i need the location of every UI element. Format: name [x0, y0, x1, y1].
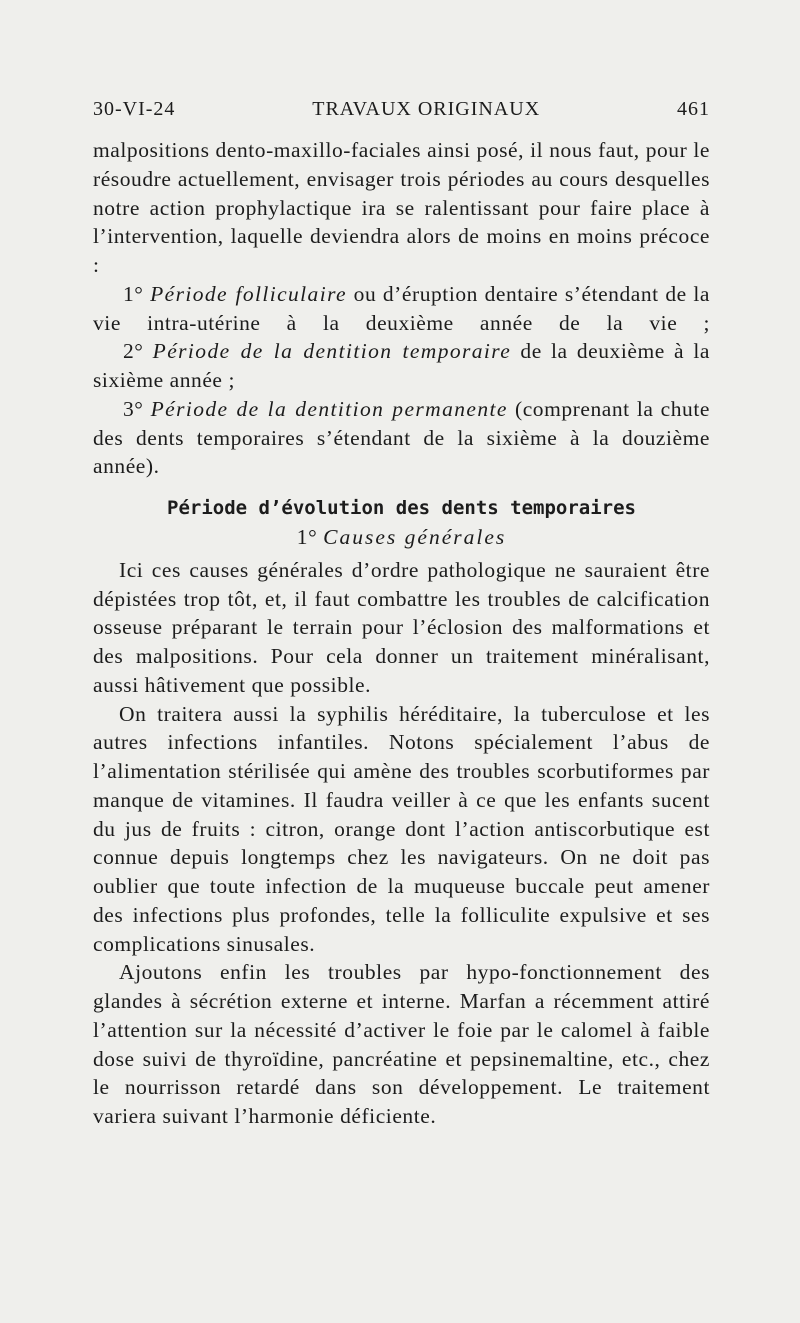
period-name: Période de la dentition temporaire — [152, 339, 512, 364]
paragraph: Ajoutons enfin les troubles par hypo-fonctionnement des glandes à sécrétion externe et interne. Marfan a récemment attiré l’attention sur la nécessité d’activer le foie par le calomel à faible dose suivi de thyroïdine, pancréatine et pepsinemaltine, etc., chez le nourrisson retardé dans son développement. Le traitement variera suivant l’harmonie déficiente. — [93, 960, 710, 1128]
intro-paragraph: malpositions dento-maxillo-faciales ainsi posé, il nous faut, pour le résoudre actuellement, envisager trois périodes au cours desquelles notre action prophylactique ira se ralentissant pour faire place à l’intervention, laquelle deviendra alors de moins en moins précoce : — [93, 138, 710, 277]
period-text: de la deuxième à la sixième année ; — [93, 339, 710, 392]
page-body — [93, 136, 710, 1131]
paragraph: On traitera aussi la syphilis héréditaire, la tuberculose et les autres infections infantiles. Notons spécialement l’abus de l’alimentation stérilisée qui amène des troubles scorbutiformes par manque de vitamines. Il faudra veiller à ce que les enfants sucent du jus de fruits : citron, orange dont l’action antiscorbutique est connue depuis longtemps chez les navigateurs. On ne doit pas oublier que toute infection de la muqueuse buccale peut amener des infections plus profondes, telle la folliculite expulsive et ses complications sinusales. — [93, 701, 710, 956]
page-number: 461 — [677, 98, 710, 120]
period-text: ou d’éruption dentaire s’étendant de la vie intra-utérine à la deuxième année de la vie ; — [93, 281, 710, 335]
period-item-2 — [93, 337, 710, 395]
period-name: Période folliculaire — [150, 281, 347, 306]
subsection-title: Causes générales — [323, 525, 507, 549]
subsection-number: 1° — [296, 525, 318, 549]
header-date: 30-VI-24 — [93, 98, 176, 120]
running-header — [93, 98, 710, 121]
period-item-3 — [93, 395, 710, 481]
period-number: 1° — [123, 281, 144, 306]
period-number: 3° — [123, 396, 144, 421]
period-item-1 — [93, 280, 710, 338]
paragraph: Ici ces causes générales d’ordre pathologique ne sauraient être dépistées trop tôt, et, il faut combattre les troubles de calcification osseuse préparant le terrain pour l’éclosion des malformations et des malpositions. Pour cela donner un traitement minéralisant, aussi hâtivement que possible. — [93, 557, 710, 697]
period-number: 2° — [123, 339, 144, 364]
header-title: TRAVAUX ORIGINAUX — [312, 98, 541, 120]
period-name: Période de la dentition permanente — [150, 396, 508, 421]
subsection-heading — [93, 523, 710, 552]
period-text: (comprenant la chute des dents temporaires s’étendant de la sixième à la douzième année). — [93, 396, 710, 479]
section-heading: Période d’évolution des dents temporaires — [167, 497, 636, 519]
